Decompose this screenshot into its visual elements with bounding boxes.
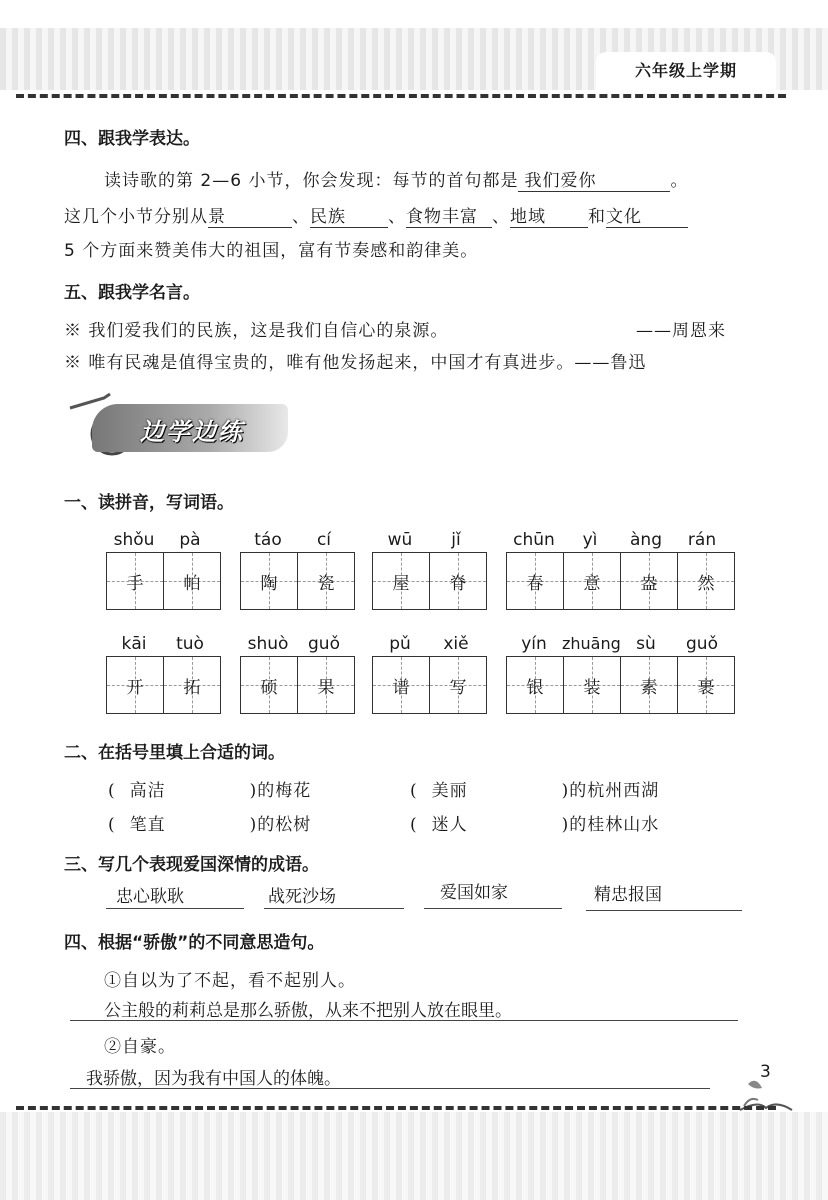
pinyin-word-7 <box>372 634 487 714</box>
idiom-line-1 <box>106 908 244 909</box>
pinyin: táo <box>254 530 282 550</box>
exercise-title-fill: 二、在括号里填上合适的词。 <box>64 743 285 763</box>
pinyin: yì <box>582 530 598 550</box>
pinyin: guǒ <box>308 634 340 654</box>
answer-aspect-2: 民族 <box>310 202 388 228</box>
answer-first-sentence: 我们爱你 <box>518 166 670 192</box>
expression-line-3: 5 个方面来赞美伟大的祖国，富有节奏感和韵律美。 <box>64 241 479 261</box>
separator-4: 和 <box>588 207 606 227</box>
idiom-answer-2: 战死沙场 <box>268 887 336 907</box>
open-paren: ( <box>410 815 418 835</box>
idiom-line-3 <box>424 908 562 909</box>
pinyin: sù <box>636 634 656 654</box>
fill-phrase: )的桂林山水 <box>561 815 660 835</box>
exercise-title-pinyin: 一、读拼音，写词语。 <box>64 493 234 513</box>
sentence-line-1 <box>70 1020 738 1021</box>
char-cell: 意 <box>563 553 620 609</box>
pinyin: pà <box>179 530 201 550</box>
char-cell: 开 <box>107 657 163 713</box>
quote-2: ※ 唯有民魂是值得宝贵的，唯有他发扬起来，中国才有真进步。——鲁迅 <box>64 353 647 373</box>
char-cell: 果 <box>297 657 354 713</box>
pinyin-word-1 <box>106 530 221 610</box>
char-cell: 谱 <box>373 657 429 713</box>
fill-answer: 美丽 <box>431 781 468 801</box>
expression-line-2 <box>64 202 688 228</box>
char-cell: 陶 <box>241 553 297 609</box>
banner-title: 边学边练 <box>140 418 244 446</box>
footer-band <box>0 1112 828 1200</box>
idiom-line-2 <box>264 908 404 909</box>
line1-prefix: 读诗歌的第 2—6 小节，你会发现：每节的首句都是 <box>104 171 519 191</box>
pinyin-word-6 <box>240 634 355 714</box>
pinyin: wū <box>387 530 413 550</box>
char-cell: 盎 <box>620 553 677 609</box>
pinyin: rán <box>687 530 717 550</box>
pinyin: yín <box>521 634 547 654</box>
quote-1: ※ 我们爱我们的民族，这是我们自信心的泉源。 <box>64 321 449 341</box>
expression-line-1 <box>104 166 688 192</box>
pinyin: pǔ <box>389 634 411 654</box>
pinyin: cí <box>316 530 332 550</box>
answer-aspect-5: 文化 <box>606 202 688 228</box>
open-paren: ( <box>108 781 116 801</box>
char-cell: 裹 <box>677 657 734 713</box>
pinyin: xiě <box>443 634 469 654</box>
pinyin: jǐ <box>451 530 461 550</box>
pinyin: kāi <box>121 634 147 654</box>
char-cell: 脊 <box>429 553 486 609</box>
idiom-answer-3: 爱国如家 <box>440 883 508 903</box>
exercise-title-sentences: 四、根据“骄傲”的不同意思造句。 <box>64 933 325 953</box>
open-paren: ( <box>410 781 418 801</box>
pinyin-word-5 <box>106 634 221 714</box>
fill-item-1 <box>108 776 311 801</box>
pinyin: shuò <box>247 634 289 654</box>
sentence-2: 我骄傲，因为我有中国人的体魄。 <box>86 1069 341 1089</box>
idiom-answer-1: 忠心耿耿 <box>116 887 184 907</box>
line2-prefix: 这几个小节分别从 <box>64 207 208 227</box>
pinyin: tuò <box>176 634 204 654</box>
char-cell: 硕 <box>241 657 297 713</box>
section-title-expression: 四、跟我学表达。 <box>64 129 200 149</box>
pinyin: àng <box>630 530 662 550</box>
exercise-title-idioms: 三、写几个表现爱国深情的成语。 <box>64 855 319 875</box>
char-cell: 素 <box>620 657 677 713</box>
separator-1: 、 <box>292 207 310 227</box>
grade-label: 六年级上学期 <box>634 61 737 80</box>
fill-answer: 高洁 <box>129 781 166 801</box>
fill-phrase: )的杭州西湖 <box>561 781 660 801</box>
fill-item-4 <box>410 810 659 835</box>
char-cell: 写 <box>429 657 486 713</box>
footer-divider <box>16 1106 776 1110</box>
pinyin-word-3 <box>372 530 487 610</box>
open-paren: ( <box>108 815 116 835</box>
fill-answer: 迷人 <box>431 815 468 835</box>
char-cell: 装 <box>563 657 620 713</box>
page-number: 3 <box>760 1062 771 1082</box>
sentence-1: 公主般的莉莉总是那么骄傲，从来不把别人放在眼里。 <box>104 1001 512 1021</box>
quote-1-author: ——周恩来 <box>636 321 726 341</box>
section-title-quotes: 五、跟我学名言。 <box>64 283 200 303</box>
meaning-1: ①自以为了不起，看不起别人。 <box>104 971 356 991</box>
fill-item-3 <box>108 810 311 835</box>
pinyin: chūn <box>513 530 555 550</box>
idiom-answer-4: 精忠报国 <box>594 885 662 905</box>
fill-phrase: )的梅花 <box>249 781 312 801</box>
fill-item-2 <box>410 776 659 801</box>
char-cell: 屋 <box>373 553 429 609</box>
answer-aspect-4: 地域 <box>510 202 588 228</box>
answer-aspect-3: 食物丰富 <box>406 202 492 228</box>
pinyin: guǒ <box>686 634 718 654</box>
fill-answer: 笔直 <box>129 815 166 835</box>
pinyin-word-2 <box>240 530 355 610</box>
pinyin: zhuāng <box>562 634 621 653</box>
pinyin-word-8 <box>506 634 735 714</box>
line1-suffix: 。 <box>670 171 689 191</box>
char-cell: 拓 <box>163 657 220 713</box>
char-cell: 帕 <box>163 553 220 609</box>
sentence-line-2 <box>70 1088 710 1089</box>
meaning-2: ②自豪。 <box>104 1037 176 1057</box>
idiom-line-4 <box>586 910 742 911</box>
char-cell: 瓷 <box>297 553 354 609</box>
char-cell: 手 <box>107 553 163 609</box>
header-divider <box>16 94 786 98</box>
answer-aspect-1: 景 <box>208 202 292 228</box>
char-cell: 然 <box>677 553 734 609</box>
char-cell: 银 <box>507 657 563 713</box>
separator-3: 、 <box>492 207 510 227</box>
char-cell: 春 <box>507 553 563 609</box>
separator-2: 、 <box>388 207 406 227</box>
pinyin: shǒu <box>113 530 155 550</box>
fill-phrase: )的松树 <box>249 815 312 835</box>
pinyin-word-4 <box>506 530 735 610</box>
